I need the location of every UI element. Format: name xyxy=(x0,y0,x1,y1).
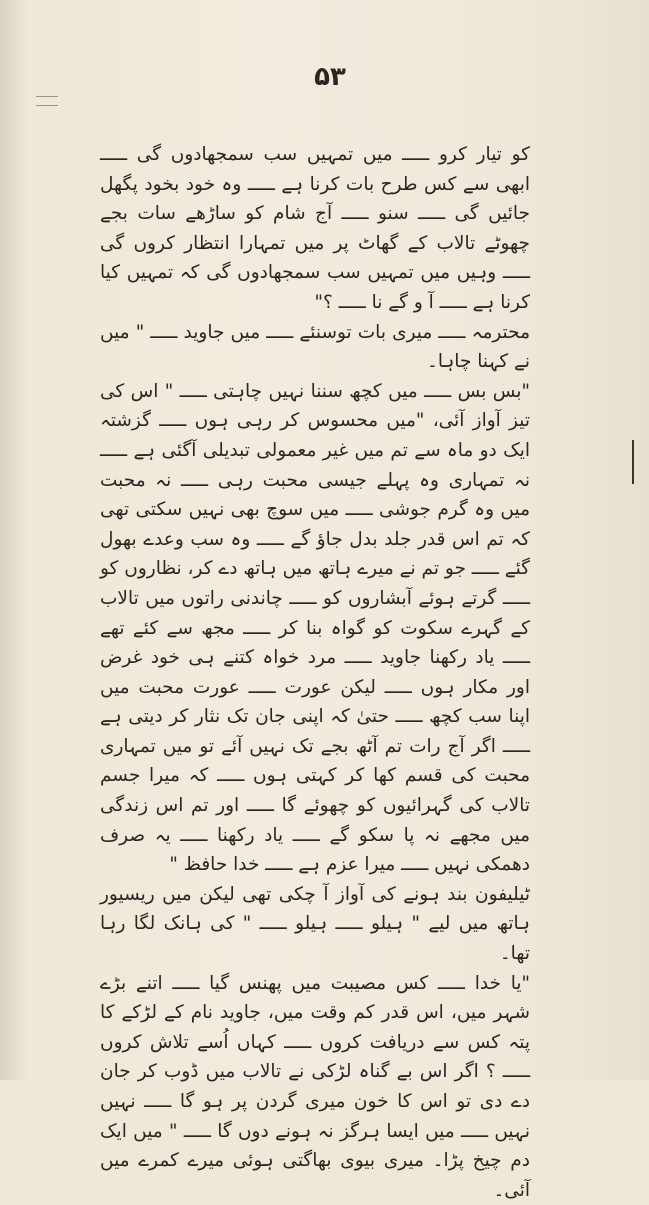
page-number: ۵۳ xyxy=(314,62,346,92)
margin-ink-stroke xyxy=(632,440,634,484)
page-gutter-shadow xyxy=(0,0,28,1080)
paragraph: ٹیلیفون بند ہونے کی آواز آ چکی تھی لیکن میں ریسیور ہاتھ میں لیے " ہیلو ـــــ ہیلو ـــــ " کی ہانک لگا رہا تھا۔ xyxy=(100,883,530,965)
margin-mark xyxy=(36,96,58,106)
paragraph: "بس بس ـــــ میں کچھ سننا نہیں چاہتی ـــــ " اس کی تیز آواز آئی، "میں محسوس کر رہی ہوں ـــــ گزشتہ ایک دو ماہ سے تم میں غیر معمولی تبدیلی آگئی ہے ـــــ نہ تمہاری وہ پہلے جیسی محبت رہی ـــــ نہ محبت میں وہ گرم جوشی ـــــ میں سوچ بھی نہیں سکتی تھی کہ تم اس قدر جلد بدل جاؤ گے ـــــ وہ سب وعدے بھول گئے ـــــ جو تم نے میرے ہاتھ میں ہاتھ دے کر، نظاروں کو ـــــ گرتے ہوئے آبشاروں کو ـــــ چاندنی راتوں میں تالاب کے گہرے سکوت کو گواہ بنا کر ـــــ مجھ سے کئے تھے ـــــ یاد رکھنا جاوید ـــــ مرد خواہ کتنے ہی خود غرض اور مکار ہوں ـــــ لیکن عورت ـــــ عورت محبت میں اپنا سب کچھ ـــــ حتیٰ کہ اپنی جان تک نثار کر دیتی ہے ـــــ اگر آج رات تم آٹھ بجے تک نہیں آئے تو میں تمہاری محبت کی قسم کھا کر کہتی ہوں ـــــ کہ میرا جسم تالاب کی گہرائیوں کو چھوئے گا ـــــ اور تم اس زندگی میں مجھے نہ پا سکو گے ـــــ یاد رکھنا ـــــ یہ صرف دھمکی نہیں ـــــ میرا عزم ہے ـــــ خدا حافظ " xyxy=(100,380,530,876)
paragraph: "یا خدا ـــــ کس مصیبت میں پھنس گیا ـــــ اتنے بڑے شہر میں، اس قدر کم وقت میں، جاوید نام کے لڑکے کا پتہ کس سے دریافت کروں ـــــ کہاں اُسے تلاش کروں ـــــ ؟ اگر اس بے گناہ لڑکی نے تالاب میں ڈوب کر جان دے دی تو اس کا خون میری گردن پر ہو گا ـــــ نہیں نہیں ـــــ میں ایسا ہرگز نہ ہونے دوں گا ـــــ " میں ایک دم چیخ پڑا۔ میری بیوی بھاگتی ہوئی میرے کمرے میں آئی۔ xyxy=(100,972,530,1201)
paragraph: محترمہ ـــــ میری بات توسنئے ـــــ میں جاوید ـــــ " میں نے کہنا چاہا۔ xyxy=(100,321,530,373)
body-text xyxy=(100,140,530,1205)
paragraph: کو تیار کرو ـــــ میں تمہیں سب سمجھادوں گی ـــــ ابھی سے کس طرح بات کرنا ہے ـــــ وہ خود بخود پگھل جائیں گی ـــــ سنو ـــــ آج شام کو ساڑھے سات بجے چھوٹے تالاب کے گھاٹ پر میں تمہارا انتظار کروں گی ـــــ وہیں میں تمہیں سب سمجھادوں گی کہ تمہیں کیا کرنا ہے ـــــ آ و گے نا ـــــ ؟" xyxy=(100,144,530,313)
